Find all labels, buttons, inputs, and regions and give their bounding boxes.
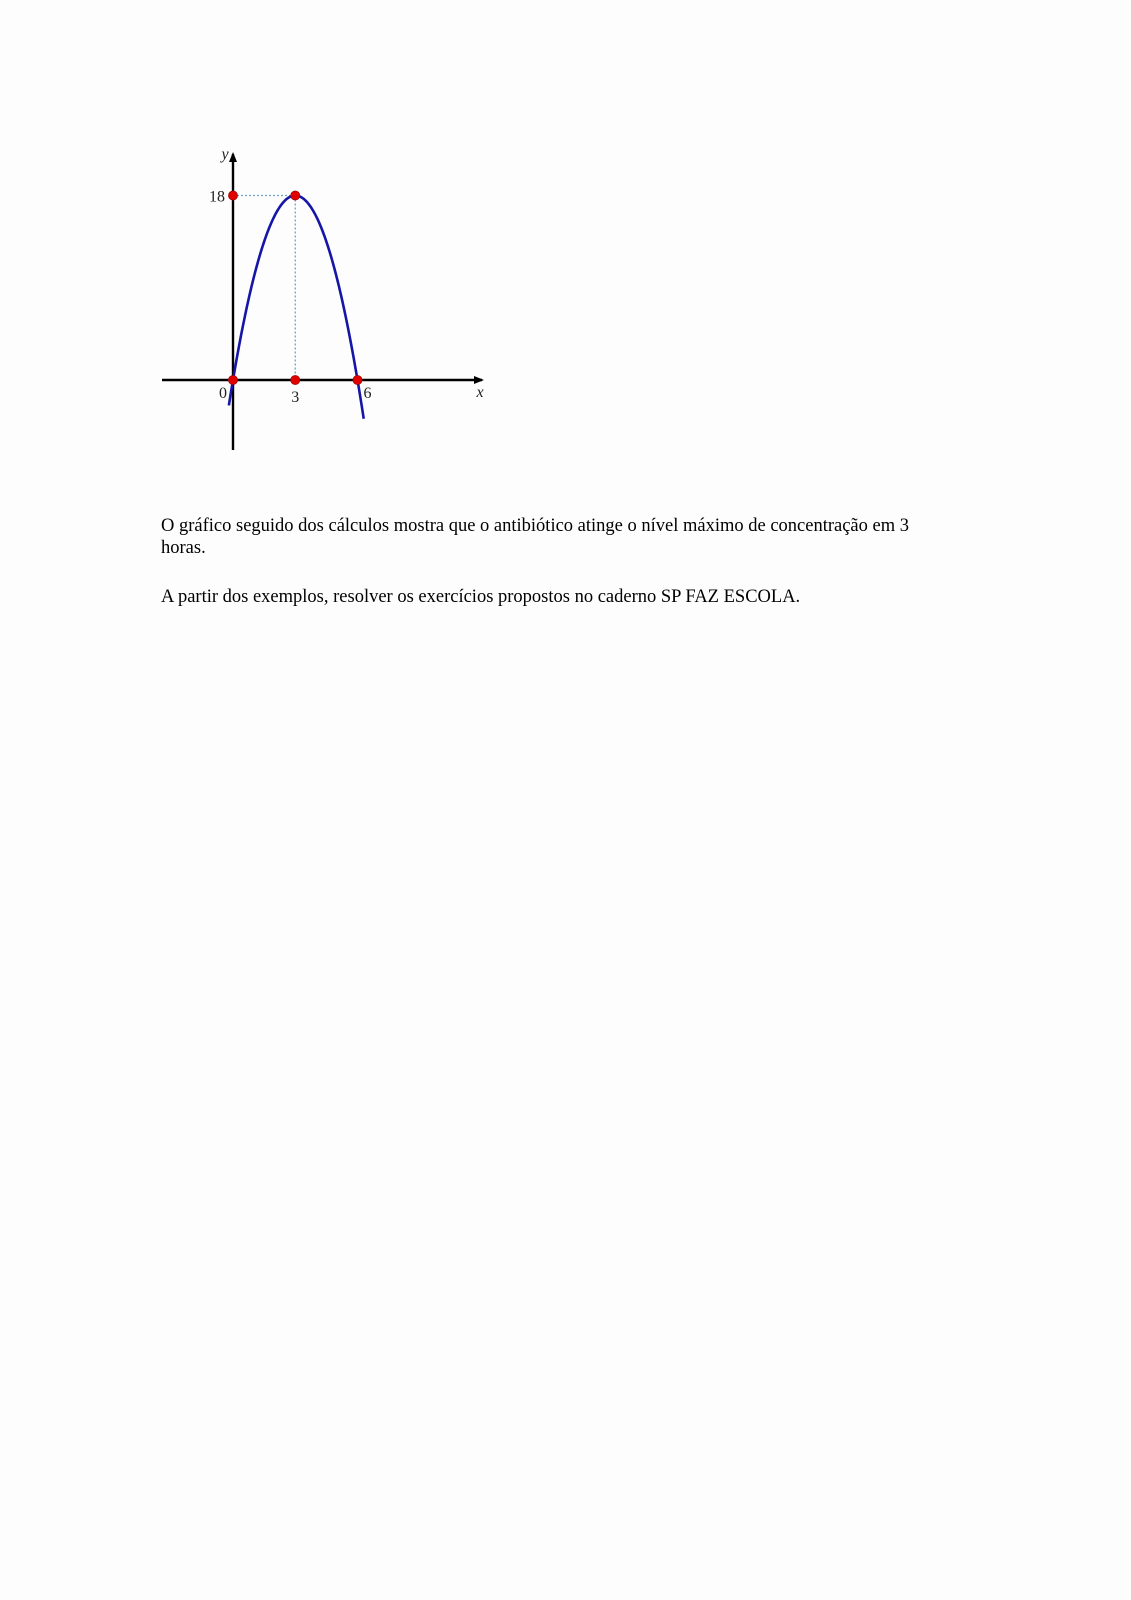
graph-canvas <box>160 140 495 485</box>
x-tick-label: 0 <box>219 385 227 402</box>
point-y-18 <box>228 191 237 200</box>
axis-labels <box>209 146 484 406</box>
x-tick-label: 3 <box>291 389 300 406</box>
paragraph-conclusion: O gráfico seguido dos cálculos mostra que o antibiótico atinge o nível máximo de concentração em 3 horas. <box>161 516 909 558</box>
x-axis-label: x <box>476 384 484 401</box>
dotted-guide-lines <box>233 196 295 381</box>
y-tick-label: 18 <box>209 188 225 206</box>
point-x-6 <box>353 375 362 384</box>
y-axis-label: y <box>221 146 229 163</box>
parabola-curve <box>229 196 364 419</box>
point-origin <box>228 375 237 384</box>
point-vertex <box>291 191 300 200</box>
parabola-graph <box>160 140 495 485</box>
point-x-3 <box>291 375 300 384</box>
x-tick-label: 6 <box>363 385 372 402</box>
paragraph-instruction: A partir dos exemplos, resolver os exercícios propostos no caderno SP FAZ ESCOLA. <box>161 587 801 607</box>
